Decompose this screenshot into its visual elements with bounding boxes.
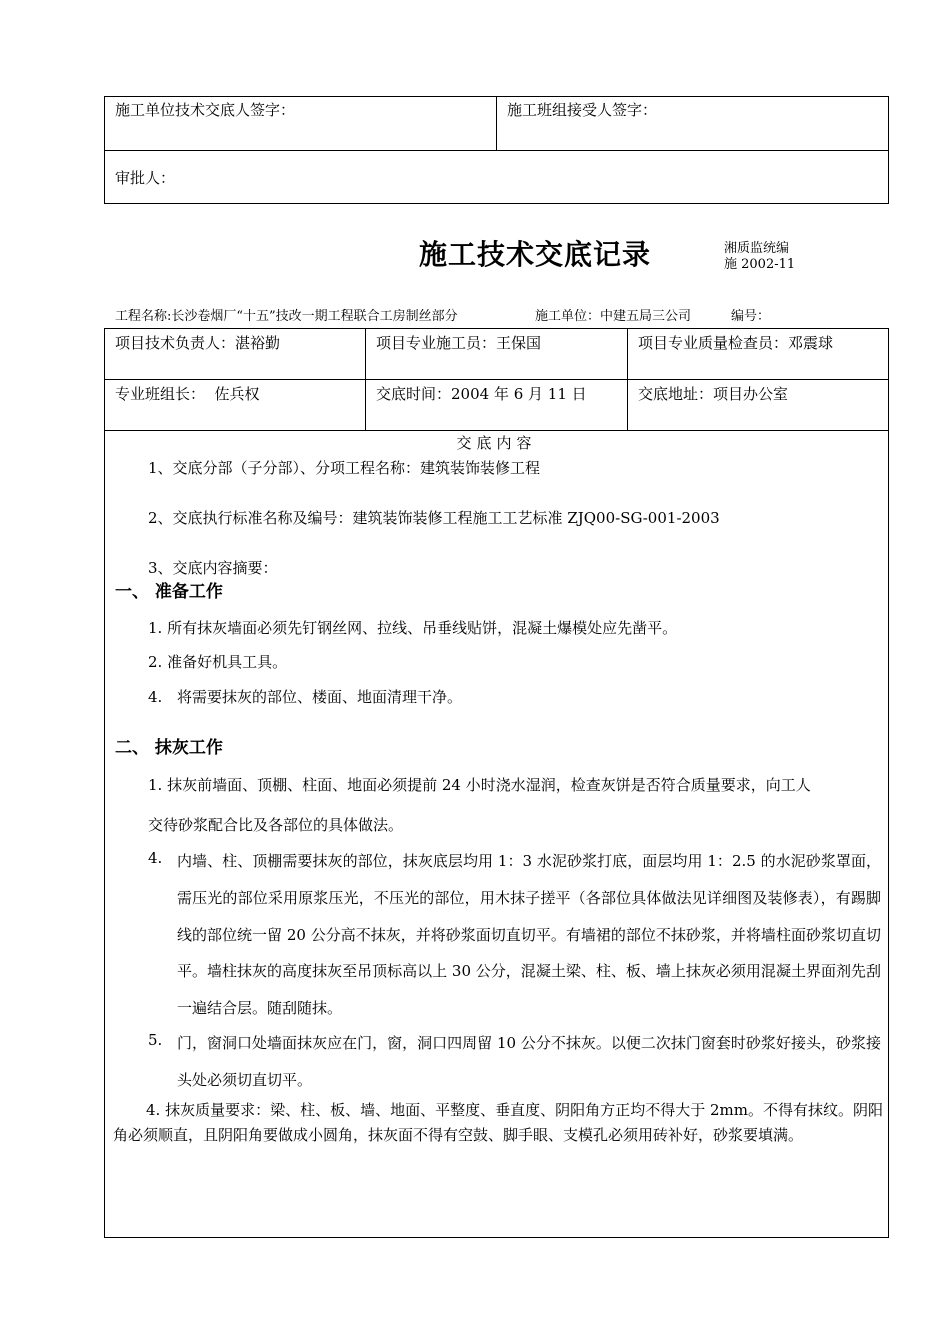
part2-paragraph-3-number: 5.: [148, 1031, 163, 1049]
record-row-divider-1: [104, 379, 889, 380]
construction-unit: 施工单位：中建五局三公司: [535, 309, 692, 324]
part1-paragraph-3: 将需要抹灰的部位、楼面、地面清理干净。: [177, 688, 463, 706]
record-col-divider-2: [627, 328, 628, 430]
briefing-date: 交底时间：2004 年 6 月 11 日: [376, 385, 587, 403]
page-title: 施工技术交底记录: [419, 238, 652, 271]
team-leader: 专业班组长： 佐兵权: [115, 385, 260, 403]
form-code-line2: 施 2002-11: [724, 257, 796, 272]
part2-paragraph-1-line1: 1. 抹灰前墙面、顶棚、柱面、地面必须提前 24 小时浇水湿润，检查灰饼是否符合质量要求，向工人: [148, 776, 811, 794]
content-section-title: 交底内容: [456, 434, 537, 452]
approver-label: 审批人：: [115, 169, 176, 187]
record-row-divider-2: [104, 430, 889, 431]
part2-paragraph-2: 内墙、柱、顶棚需要抹灰的部位，抹灰底层均用 1：3 水泥砂浆打底，面层均用 1：2.5 的水泥砂浆罩面，需压光的部位采用原浆压光，不压光的部位，用木抹子搓平（各部位具体做法见详细图及装修表），有踢脚线的部位统一留 20 公分高不抹灰，并将砂浆面切直切平。有墙裙的部位不抹砂浆，并将墙柱面砂浆切直切平。墙柱抹灰的高度抹灰至吊顶标高以上 30 公分，混凝土梁、柱、板、墙上抹灰必须用混凝土界面剂先刮一遍结合层。随刮随抹。: [177, 852, 881, 1018]
part1-paragraph-2: 2. 准备好机具工具。: [148, 653, 288, 671]
quality-inspector: 项目专业质量检查员：邓震球: [638, 334, 834, 352]
part1-heading: 一、 准备工作: [115, 582, 223, 602]
content-item-2: 2、交底执行标准名称及编号：建筑装饰装修工程施工工艺标准 ZJQ00-SG-001-2003: [148, 509, 720, 527]
part2-paragraph-1-line2: 交待砂浆配合比及各部位的具体做法。: [148, 816, 404, 834]
part1-paragraph-3-number: 4.: [148, 688, 163, 706]
form-code-line1: 湘质监统编: [724, 241, 790, 256]
briefing-location: 交底地址：项目办公室: [638, 385, 789, 403]
part2-paragraph-4: 4. 抹灰质量要求：梁、柱、板、墙、地面、平整度、垂直度、阴阳角方正均不得大于 2mm。不得有抹纹。阴阳角必须顺直，且阴阳角要做成小圆角，抹灰面不得有空鼓、脚手眼、支模孔必须用砖补好，砂浆要填满。: [113, 1101, 883, 1144]
tech-signer-label: 施工单位技术交底人签字：: [115, 101, 296, 119]
content-item-3: 3、交底内容摘要：: [148, 559, 278, 577]
part2-heading: 二、 抹灰工作: [115, 738, 223, 758]
part2-paragraph-3: 门，窗洞口处墙面抹灰应在门，窗，洞口四周留 10 公分不抹灰。以便二次抹门窗套时砂浆好接头，砂浆接头处必须切直切平。: [177, 1034, 881, 1089]
part2-paragraph-2-number: 4.: [148, 849, 163, 867]
signature-table-divider: [104, 150, 889, 151]
signature-table-vdivider: [496, 96, 497, 150]
tech-lead: 项目技术负责人：湛裕勤: [115, 334, 281, 352]
site-worker: 项目专业施工员：王保国: [376, 334, 542, 352]
number-label: 编号：: [731, 309, 771, 324]
content-item-1: 1、交底分部（子分部）、分项工程名称：建筑装饰装修工程: [148, 459, 541, 477]
team-signer-label: 施工班组接受人签字：: [507, 101, 658, 119]
record-col-divider-1: [365, 328, 366, 430]
part1-paragraph-1: 1. 所有抹灰墙面必须先钉钢丝网、拉线、吊垂线贴饼，混凝土爆模处应先凿平。: [148, 619, 678, 637]
project-name: 工程名称:长沙卷烟厂“十五”技改一期工程联合工房制丝部分: [115, 309, 458, 324]
